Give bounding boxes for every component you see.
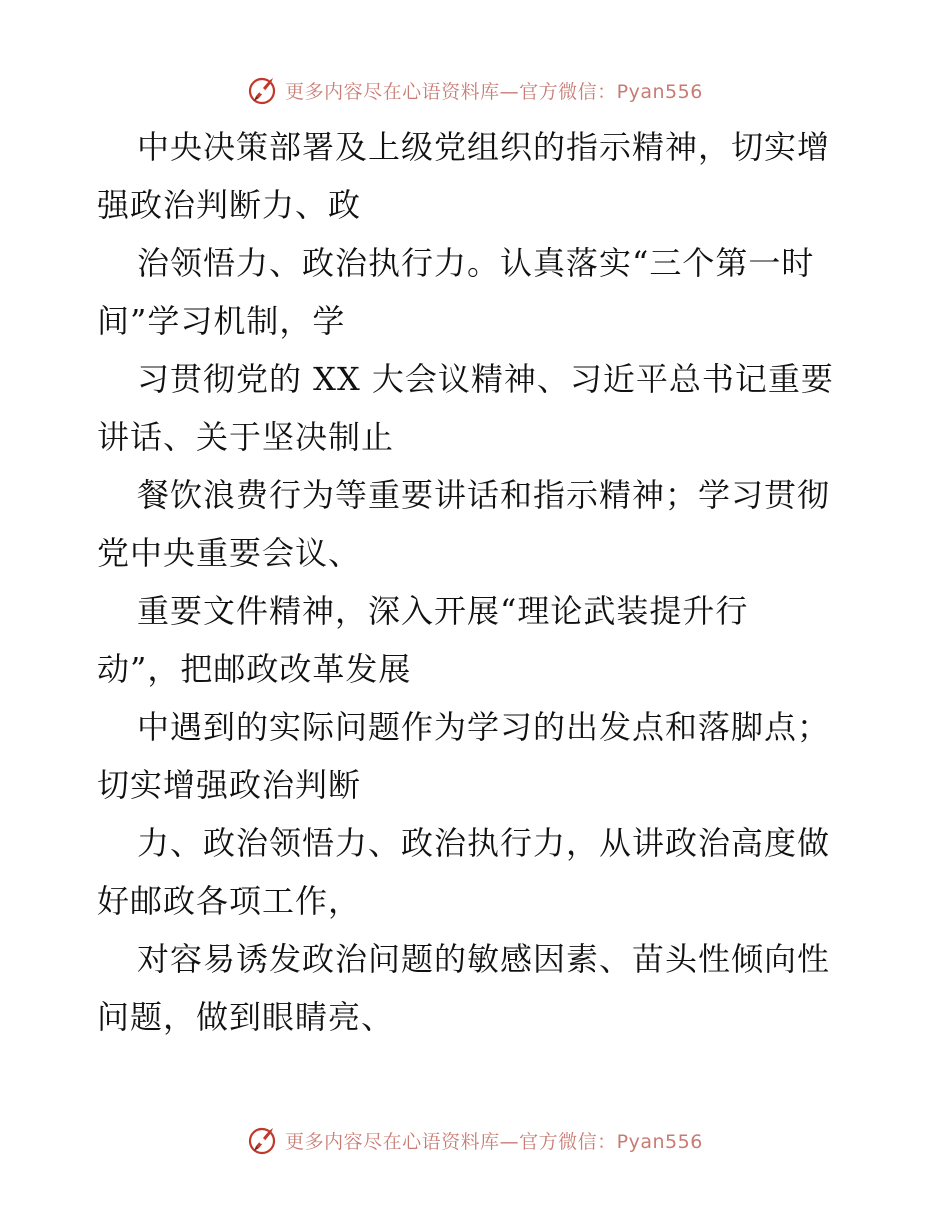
paragraph-line: 强政治判断力、政 xyxy=(97,186,362,224)
paragraph-2 xyxy=(97,234,857,350)
paragraph-line: 中遇到的实际问题作为学习的出发点和落脚点； xyxy=(137,708,831,746)
paragraph-3 xyxy=(97,350,857,466)
header-banner-text: 更多内容尽在心语资料库—官方微信：Pyan556 xyxy=(285,80,703,103)
paragraph-line: 力、政治领悟力、政治执行力，从讲政治高度做 xyxy=(137,824,831,862)
footer-banner xyxy=(0,1122,950,1158)
paragraph-line: 问题，做到眼睛亮、 xyxy=(97,998,395,1036)
header-banner xyxy=(0,72,950,108)
paragraph-line: 党中央重要会议、 xyxy=(97,534,362,572)
paragraph-line: 对容易诱发政治问题的敏感因素、苗头性倾向性 xyxy=(137,940,831,978)
paragraph-6 xyxy=(97,698,857,814)
footer-banner-text: 更多内容尽在心语资料库—官方微信：Pyan556 xyxy=(285,1130,703,1153)
paragraph-line: 讲话、关于坚决制止 xyxy=(97,418,395,456)
paragraph-line: 动”，把邮政改革发展 xyxy=(97,650,412,688)
quill-pen-circle-icon xyxy=(247,74,279,106)
paragraph-8 xyxy=(97,930,857,1046)
paragraph-line: 重要文件精神，深入开展“理论武装提升行 xyxy=(137,592,749,630)
paragraph-line: 好邮政各项工作， xyxy=(97,882,362,920)
paragraph-1 xyxy=(97,118,857,234)
paragraph-line: 中央决策部署及上级党组织的指示精神，切实增 xyxy=(137,128,831,166)
paragraph-7 xyxy=(97,814,857,930)
quill-pen-circle-icon xyxy=(247,1124,279,1156)
paragraph-line: 间”学习机制，学 xyxy=(97,302,346,340)
paragraph-line: 习贯彻党的 XX 大会议精神、习近平总书记重要 xyxy=(137,360,834,398)
document-body xyxy=(97,118,857,1046)
paragraph-4 xyxy=(97,466,857,582)
paragraph-line: 餐饮浪费行为等重要讲话和指示精神；学习贯彻 xyxy=(137,476,831,514)
paragraph-5 xyxy=(97,582,857,698)
paragraph-line: 治领悟力、政治执行力。认真落实“三个第一时 xyxy=(137,244,815,282)
paragraph-line: 切实增强政治判断 xyxy=(97,766,362,804)
